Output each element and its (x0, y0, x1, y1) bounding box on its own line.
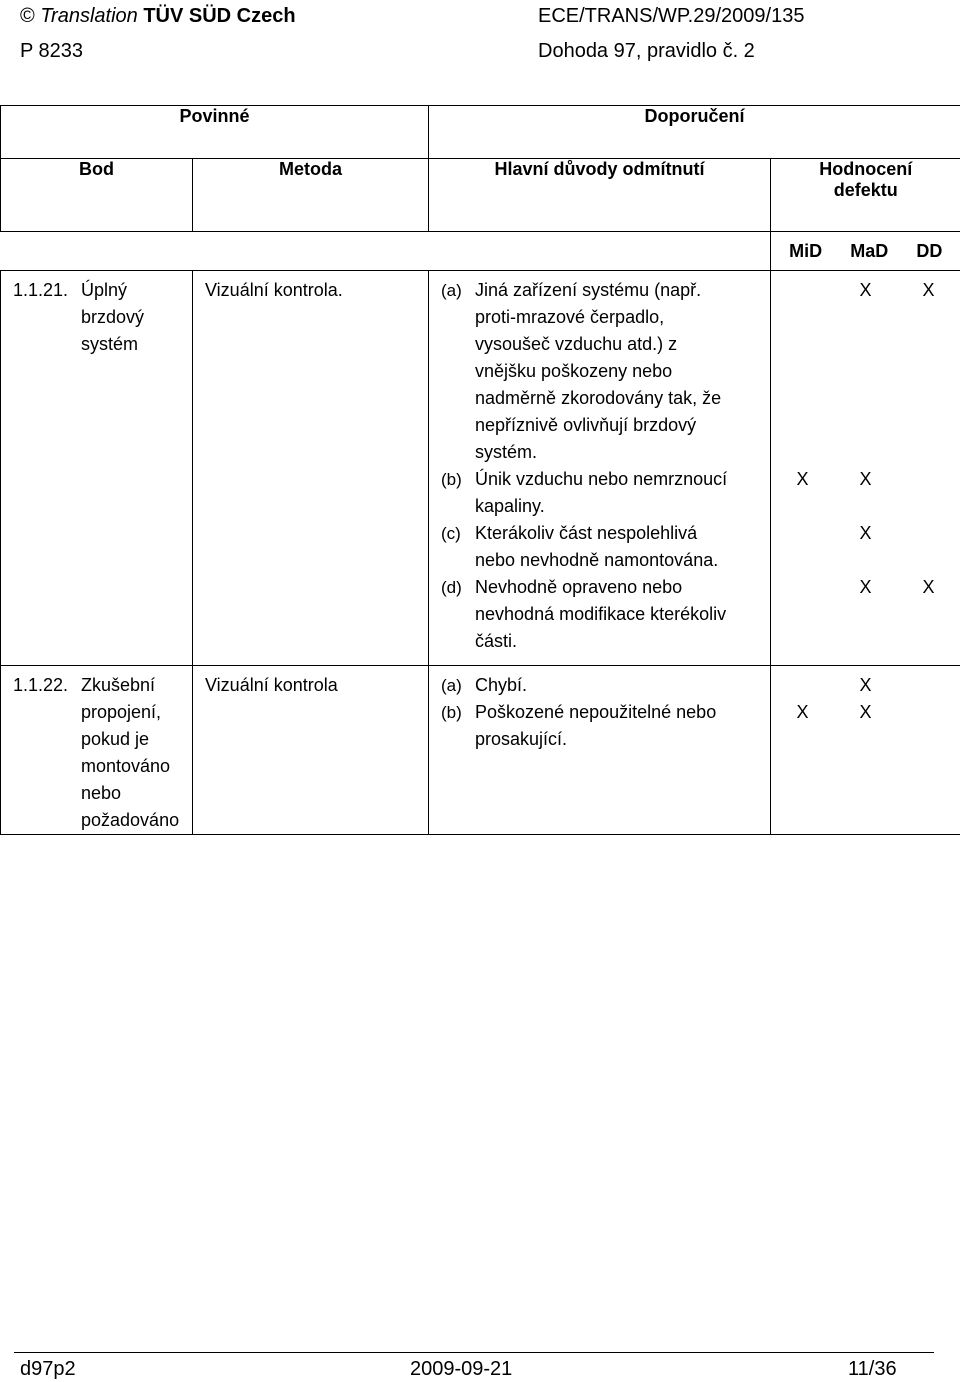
bod-cell (1, 666, 193, 835)
reason-item (441, 520, 770, 574)
rating-mad: X (859, 280, 872, 300)
ratings-cell (771, 666, 960, 835)
reason-line: proti-mrazové čerpadlo, (475, 307, 665, 327)
bod-header: Bod (1, 159, 193, 232)
agreement-label: Dohoda 97, pravidlo č. 2 (538, 40, 755, 62)
rating-mad: X (859, 702, 872, 722)
reason-item (441, 699, 770, 753)
rating-mid (771, 277, 834, 466)
column-header-row (1, 159, 960, 232)
reason-item (441, 672, 770, 699)
rating-header-line2: defektu (833, 180, 898, 200)
reason-text (475, 466, 770, 520)
reason-line: Poškozené nepoužitelné nebo (475, 702, 717, 722)
dd-header: DD (916, 240, 943, 261)
reason-line: nebo nevhodně namontována. (475, 550, 719, 570)
reason-line: prosakující. (475, 729, 568, 749)
mandatory-header: Povinné (1, 106, 429, 159)
table-row (1, 271, 960, 666)
item-name (81, 672, 179, 834)
rating-mid: X (796, 469, 809, 489)
rating-row (771, 574, 960, 655)
header-translation (20, 5, 296, 28)
item-name-line: požadováno (81, 810, 180, 830)
rating-dd: X (922, 577, 935, 597)
rating-dd (897, 520, 960, 574)
rating-row (771, 699, 960, 753)
rating-header-line1: Hodnocení (819, 159, 913, 179)
item-name-line: montováno (81, 756, 171, 776)
reasons-cell (429, 666, 771, 835)
rating-mad: X (859, 469, 872, 489)
item-name-line: Úplný (81, 280, 128, 300)
footer-doc-code: d97p2 (20, 1358, 76, 1380)
rating-mid (771, 672, 834, 699)
reason-item (441, 277, 770, 466)
item-number: 1.1.21. (13, 280, 69, 300)
reason-item (441, 574, 770, 655)
bod-cell (1, 271, 193, 666)
item-name-line: brzdový (81, 307, 145, 327)
rating-row (771, 466, 960, 520)
item-name-line: systém (81, 334, 139, 354)
rating-header (771, 159, 960, 232)
reason-line: nadměrně zkorodovány tak, že (475, 388, 722, 408)
reason-line: nepříznivě ovlivňují brzdový (475, 415, 697, 435)
p-number: P 8233 (20, 40, 84, 62)
footer-page: 11/36 (848, 1358, 897, 1380)
rating-mid (771, 574, 834, 655)
reason-item (441, 466, 770, 520)
method-text: Vizuální kontrola. (205, 280, 343, 300)
translation-label: Translation (40, 5, 138, 27)
reason-line: vysoušeč vzduchu atd.) z (475, 334, 678, 354)
item-number: 1.1.22. (13, 675, 69, 695)
reasons-header: Hlavní důvody odmítnutí (429, 159, 771, 232)
reason-letter: (c) (441, 524, 461, 543)
mid-header: MiD (789, 240, 823, 261)
metoda-header: Metoda (193, 159, 429, 232)
rating-dd (897, 699, 960, 753)
doc-reference: ECE/TRANS/WP.29/2009/135 (538, 5, 805, 27)
reason-line: nevhodná modifikace kterékoliv (475, 604, 727, 624)
rating-mad: X (859, 523, 872, 543)
reason-letter: (b) (441, 703, 462, 722)
reason-letter: (a) (441, 281, 462, 300)
rating-mad: X (859, 675, 872, 695)
mad-header: MaD (850, 240, 889, 261)
reason-line: Jiná zařízení systému (např. (475, 280, 702, 300)
reason-line: systém. (475, 442, 538, 462)
reason-line: části. (475, 631, 518, 651)
item-name (81, 277, 144, 358)
rating-mid (771, 520, 834, 574)
inspection-table (0, 105, 960, 835)
footer-date: 2009-09-21 (410, 1358, 513, 1380)
reason-line: Nevhodně opraveno nebo (475, 577, 683, 597)
rating-row (771, 672, 960, 699)
method-text: Vizuální kontrola (205, 675, 338, 695)
reason-line: kapaliny. (475, 496, 545, 516)
recommended-header: Doporučení (429, 106, 960, 159)
reason-line: vnějšku poškozeny nebo (475, 361, 673, 381)
rating-dd (897, 466, 960, 520)
reason-text (475, 277, 770, 466)
item-name-line: pokud je (81, 729, 150, 749)
reason-text (475, 574, 770, 655)
method-cell (193, 271, 429, 666)
rating-row (771, 520, 960, 574)
table-row (1, 666, 960, 835)
rating-dd: X (922, 280, 935, 300)
ratings-cell (771, 271, 960, 666)
reason-text (475, 520, 770, 574)
item-name-line: propojení, (81, 702, 162, 722)
reason-text (475, 672, 770, 699)
reason-letter: (d) (441, 578, 462, 597)
rating-mid: X (796, 702, 809, 722)
footer-divider (14, 1352, 934, 1353)
copyright-symbol: © (20, 5, 35, 27)
reason-line: Únik vzduchu nebo nemrznoucí (475, 469, 728, 489)
reason-text (475, 699, 770, 753)
rating-row (771, 277, 960, 466)
group-header-row (1, 106, 960, 159)
reason-letter: (b) (441, 470, 462, 489)
reasons-cell (429, 271, 771, 666)
method-cell (193, 666, 429, 835)
item-name-line: Zkušební (81, 675, 156, 695)
rating-subheader-row (1, 232, 960, 271)
reason-letter: (a) (441, 676, 462, 695)
rating-dd (897, 672, 960, 699)
reason-line: Kterákoliv část nespolehlivá (475, 523, 698, 543)
reason-line: Chybí. (475, 675, 528, 695)
item-name-line: nebo (81, 783, 122, 803)
org-name: TÜV SÜD Czech (143, 5, 296, 27)
rating-mad: X (859, 577, 872, 597)
